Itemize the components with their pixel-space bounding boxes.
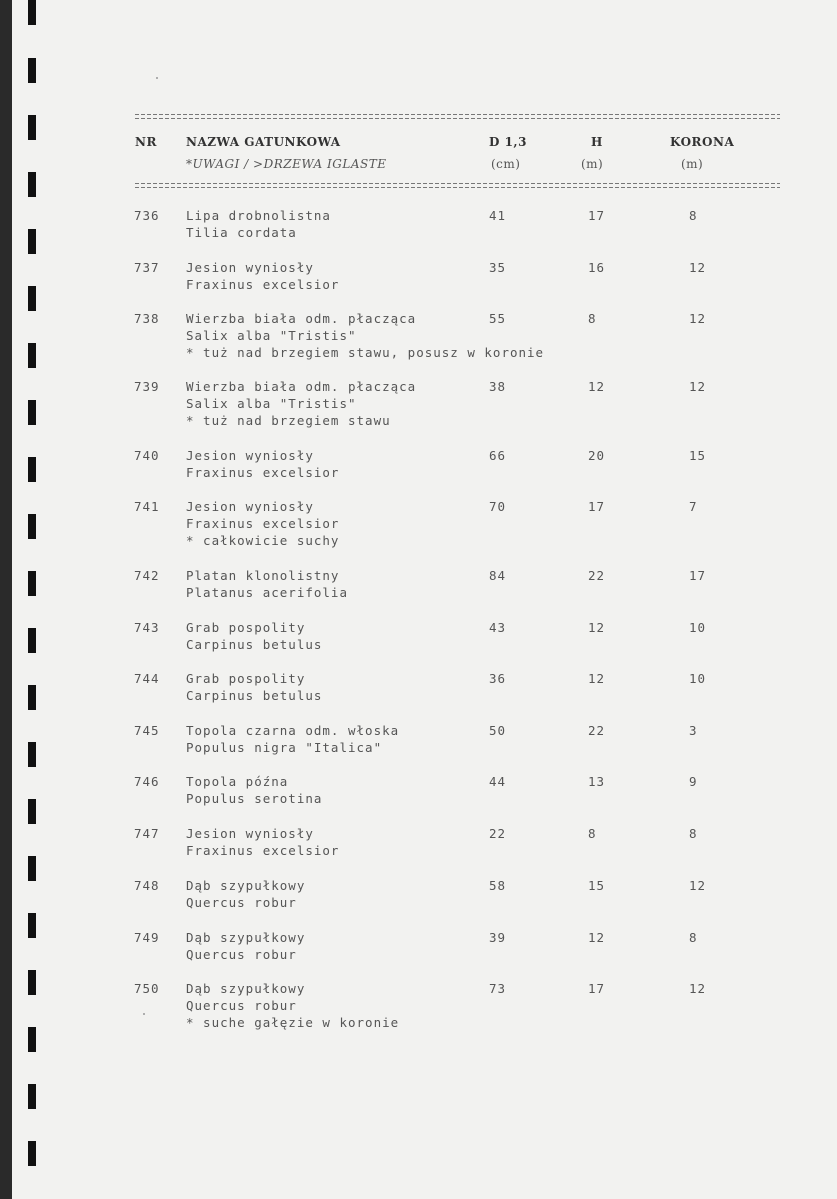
species-name-polish: Topola późna <box>186 774 289 789</box>
height-value: 8 <box>588 826 597 841</box>
binding-hole <box>28 685 36 710</box>
header-diameter: D 1,3 <box>489 135 527 149</box>
header-diameter-unit: (cm) <box>491 157 521 171</box>
crown-value: 15 <box>689 448 707 463</box>
species-name-latin: Salix alba "Tristis" <box>186 396 357 411</box>
height-value: 15 <box>588 878 606 893</box>
height-value: 22 <box>588 723 606 738</box>
diameter-value: 38 <box>489 379 507 394</box>
crown-value: 17 <box>689 568 707 583</box>
tree-note: * całkowicie suchy <box>186 533 340 548</box>
species-name-polish: Grab pospolity <box>186 671 306 686</box>
crown-value: 10 <box>689 671 707 686</box>
binding-hole <box>28 343 36 368</box>
tree-number: 745 <box>134 723 160 738</box>
header-notes-legend: *UWAGI / >DRZEWA IGLASTE <box>186 157 387 171</box>
species-name-polish: Jesion wyniosły <box>186 826 314 841</box>
species-name-latin: Quercus robur <box>186 998 297 1013</box>
height-value: 12 <box>588 671 606 686</box>
binding-hole <box>28 115 36 140</box>
binding-hole <box>28 286 36 311</box>
binding-hole <box>28 457 36 482</box>
height-value: 12 <box>588 930 606 945</box>
tree-number: 743 <box>134 620 160 635</box>
diameter-value: 58 <box>489 878 507 893</box>
species-name-latin: Carpinus betulus <box>186 637 323 652</box>
tree-number: 736 <box>134 208 160 223</box>
binding-hole <box>28 229 36 254</box>
species-name-polish: Dąb szypułkowy <box>186 930 306 945</box>
species-name-latin: Tilia cordata <box>186 225 297 240</box>
header-nr: NR <box>135 135 157 149</box>
species-name-latin: Fraxinus excelsior <box>186 277 340 292</box>
diameter-value: 22 <box>489 826 507 841</box>
crown-value: 12 <box>689 260 707 275</box>
binding-hole <box>28 0 36 25</box>
tree-number: 748 <box>134 878 160 893</box>
tree-number: 749 <box>134 930 160 945</box>
species-name-polish: Jesion wyniosły <box>186 448 314 463</box>
species-name-polish: Topola czarna odm. włoska <box>186 723 400 738</box>
diameter-value: 39 <box>489 930 507 945</box>
species-name-polish: Lipa drobnolistna <box>186 208 331 223</box>
species-name-latin: Fraxinus excelsior <box>186 465 340 480</box>
speck <box>143 1013 145 1015</box>
diameter-value: 66 <box>489 448 507 463</box>
binding-hole <box>28 400 36 425</box>
crown-value: 7 <box>689 499 698 514</box>
species-name-latin: Quercus robur <box>186 947 297 962</box>
crown-value: 8 <box>689 826 698 841</box>
tree-number: 750 <box>134 981 160 996</box>
tree-note: * tuż nad brzegiem stawu <box>186 413 391 428</box>
diameter-value: 73 <box>489 981 507 996</box>
species-name-polish: Jesion wyniosły <box>186 260 314 275</box>
species-name-latin: Quercus robur <box>186 895 297 910</box>
binding-hole <box>28 1141 36 1166</box>
binding-hole <box>28 1027 36 1052</box>
header-separator-bottom <box>135 182 780 190</box>
species-name-latin: Fraxinus excelsior <box>186 516 340 531</box>
crown-value: 8 <box>689 930 698 945</box>
height-value: 12 <box>588 620 606 635</box>
diameter-value: 50 <box>489 723 507 738</box>
tree-number: 742 <box>134 568 160 583</box>
binding-hole <box>28 856 36 881</box>
tree-number: 738 <box>134 311 160 326</box>
species-name-latin: Platanus acerifolia <box>186 585 348 600</box>
species-name-latin: Fraxinus excelsior <box>186 843 340 858</box>
binding-hole <box>28 742 36 767</box>
binding-hole <box>28 970 36 995</box>
height-value: 17 <box>588 208 606 223</box>
species-name-latin: Populus nigra "Italica" <box>186 740 383 755</box>
header-height: H <box>591 135 603 149</box>
species-name-latin: Salix alba "Tristis" <box>186 328 357 343</box>
tree-number: 740 <box>134 448 160 463</box>
tree-note: * tuż nad brzegiem stawu, posusz w koronie <box>186 345 545 360</box>
binding-hole <box>28 571 36 596</box>
tree-number: 744 <box>134 671 160 686</box>
species-name-polish: Platan klonolistny <box>186 568 340 583</box>
header-crown: KORONA <box>670 135 735 149</box>
crown-value: 8 <box>689 208 698 223</box>
tree-number: 737 <box>134 260 160 275</box>
height-value: 20 <box>588 448 606 463</box>
crown-value: 10 <box>689 620 707 635</box>
binding-hole <box>28 58 36 83</box>
tree-note: * suche gałęzie w koronie <box>186 1015 400 1030</box>
diameter-value: 36 <box>489 671 507 686</box>
species-name-latin: Carpinus betulus <box>186 688 323 703</box>
diameter-value: 43 <box>489 620 507 635</box>
crown-value: 12 <box>689 981 707 996</box>
species-name-polish: Wierzba biała odm. płacząca <box>186 379 417 394</box>
tree-number: 747 <box>134 826 160 841</box>
species-name-polish: Wierzba biała odm. płacząca <box>186 311 417 326</box>
binding-strip <box>0 0 12 1199</box>
diameter-value: 41 <box>489 208 507 223</box>
height-value: 22 <box>588 568 606 583</box>
tree-number: 746 <box>134 774 160 789</box>
diameter-value: 55 <box>489 311 507 326</box>
crown-value: 9 <box>689 774 698 789</box>
species-name-polish: Jesion wyniosły <box>186 499 314 514</box>
diameter-value: 84 <box>489 568 507 583</box>
diameter-value: 44 <box>489 774 507 789</box>
species-name-polish: Dąb szypułkowy <box>186 878 306 893</box>
binding-hole <box>28 514 36 539</box>
header-height-unit: (m) <box>581 157 604 171</box>
binding-hole <box>28 1084 36 1109</box>
species-name-latin: Populus serotina <box>186 791 323 806</box>
speck <box>156 77 158 79</box>
crown-value: 12 <box>689 878 707 893</box>
height-value: 13 <box>588 774 606 789</box>
diameter-value: 70 <box>489 499 507 514</box>
tree-number: 741 <box>134 499 160 514</box>
species-name-polish: Grab pospolity <box>186 620 306 635</box>
tree-number: 739 <box>134 379 160 394</box>
binding-hole <box>28 628 36 653</box>
height-value: 16 <box>588 260 606 275</box>
binding-hole <box>28 799 36 824</box>
header-separator-top <box>135 113 780 121</box>
header-name: NAZWA GATUNKOWA <box>186 135 341 149</box>
height-value: 17 <box>588 499 606 514</box>
binding-hole <box>28 172 36 197</box>
height-value: 12 <box>588 379 606 394</box>
crown-value: 3 <box>689 723 698 738</box>
crown-value: 12 <box>689 379 707 394</box>
height-value: 17 <box>588 981 606 996</box>
species-name-polish: Dąb szypułkowy <box>186 981 306 996</box>
height-value: 8 <box>588 311 597 326</box>
diameter-value: 35 <box>489 260 507 275</box>
crown-value: 12 <box>689 311 707 326</box>
binding-hole <box>28 913 36 938</box>
header-crown-unit: (m) <box>681 157 704 171</box>
